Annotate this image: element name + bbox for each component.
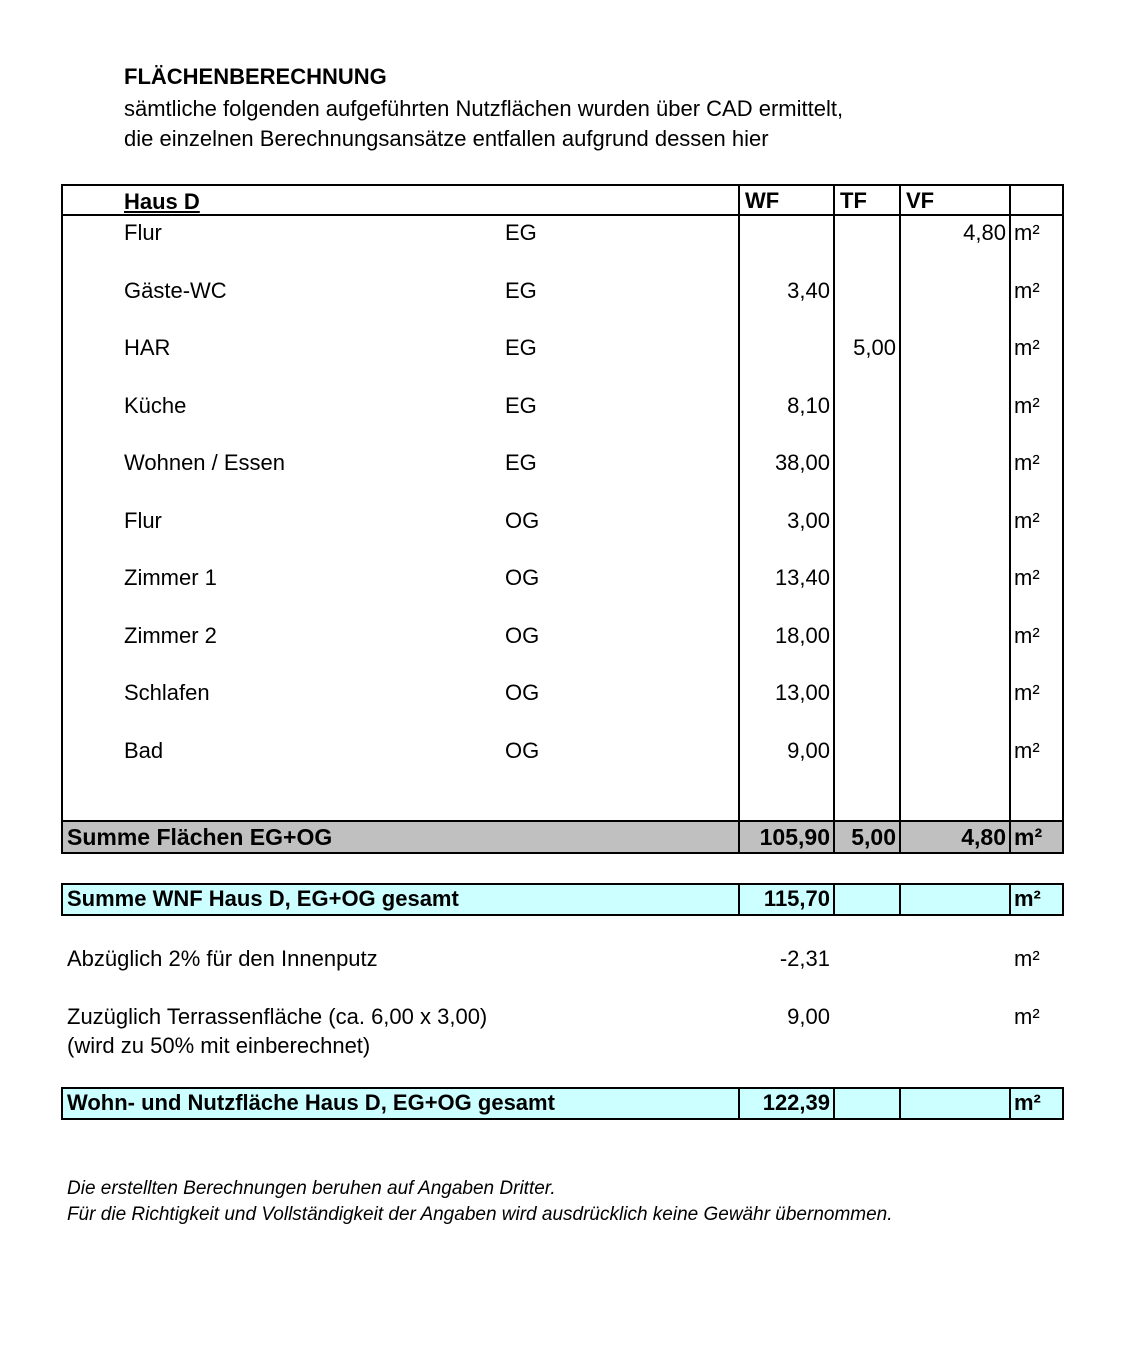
disclaimer-line-1: Die erstellten Berechnungen beruhen auf Angaben Dritter. <box>67 1178 556 1199</box>
row-floor: EG <box>505 278 537 303</box>
row-floor: OG <box>505 623 540 648</box>
total-unit: m² <box>1014 1090 1041 1115</box>
col-header-wf: WF <box>745 188 780 213</box>
row-room: Flur <box>124 508 162 533</box>
row-wf: 18,00 <box>774 623 830 648</box>
row-floor: OG <box>505 565 540 590</box>
minus-label: Abzüglich 2% für den Innenputz <box>67 946 378 971</box>
wnf-label: Summe WNF Haus D, EG+OG gesamt <box>67 886 459 911</box>
row-floor: EG <box>505 335 537 360</box>
document-title: FLÄCHENBERECHNUNG <box>124 64 387 89</box>
total-divider-unit <box>1009 1087 1011 1120</box>
minus-unit: m² <box>1014 946 1040 971</box>
row-unit: m² <box>1014 335 1040 360</box>
intro-line-1: sämtliche folgenden aufgeführten Nutzflächen wurden über CAD ermittelt, <box>124 96 844 121</box>
wnf-value: 115,70 <box>763 886 830 911</box>
row-unit: m² <box>1014 623 1040 648</box>
sum-row-top-line <box>61 820 1064 822</box>
disclaimer-line-2: Für die Richtigkeit und Vollständigkeit der Angaben wird ausdrücklich keine Gewähr übernommen. <box>67 1204 893 1225</box>
col-header-vf: VF <box>906 188 935 213</box>
house-label: Haus D <box>124 189 200 214</box>
row-room: Flur <box>124 220 162 245</box>
plus-label: Zuzüglich Terrassenfläche (ca. 6,00 x 3,00) <box>67 1004 488 1029</box>
row-floor: OG <box>505 738 540 763</box>
minus-value: -2,31 <box>779 946 830 971</box>
row-wf: 9,00 <box>787 738 830 763</box>
wnf-divider-tf <box>833 883 835 916</box>
total-value: 122,39 <box>762 1090 830 1115</box>
row-room: Bad <box>124 738 164 763</box>
row-wf: 8,10 <box>787 393 830 418</box>
plus-value: 9,00 <box>787 1004 830 1029</box>
row-wf: 3,00 <box>787 508 830 533</box>
row-floor: EG <box>505 220 537 245</box>
row-floor: EG <box>505 393 537 418</box>
row-unit: m² <box>1014 508 1040 533</box>
sum-label: Summe Flächen EG+OG <box>67 824 333 850</box>
total-label: Wohn- und Nutzfläche Haus D, EG+OG gesamt <box>67 1090 555 1115</box>
row-tf: 5,00 <box>853 335 896 360</box>
sum-wf: 105,90 <box>759 824 830 850</box>
row-unit: m² <box>1014 450 1040 475</box>
row-unit: m² <box>1014 680 1040 705</box>
col-header-tf: TF <box>840 188 867 213</box>
sum-divider-unit <box>1009 820 1011 854</box>
row-wf: 38,00 <box>774 450 830 475</box>
row-wf: 3,40 <box>787 278 830 303</box>
intro-line-2: die einzelnen Berechnungsansätze entfallen aufgrund dessen hier <box>124 126 769 151</box>
row-room: Wohnen / Essen <box>124 450 286 475</box>
wnf-divider-vf <box>899 883 901 916</box>
row-room: Gäste-WC <box>124 278 227 303</box>
row-wf: 13,00 <box>774 680 830 705</box>
plus-note: (wird zu 50% mit einberechnet) <box>67 1033 371 1058</box>
row-floor: EG <box>505 450 537 475</box>
sum-tf: 5,00 <box>851 824 896 850</box>
row-floor: OG <box>505 680 540 705</box>
row-wf: 13,40 <box>774 565 830 590</box>
row-unit: m² <box>1014 278 1040 303</box>
col-divider-vf <box>899 184 901 854</box>
sum-vf: 4,80 <box>961 824 1006 850</box>
total-divider-tf <box>833 1087 835 1120</box>
row-floor: OG <box>505 508 540 533</box>
row-room: Küche <box>124 393 187 418</box>
total-divider-vf <box>899 1087 901 1120</box>
col-divider-tf <box>833 184 835 854</box>
row-unit: m² <box>1014 738 1040 763</box>
wnf-divider-unit <box>1009 883 1011 916</box>
sum-unit: m² <box>1014 824 1043 850</box>
row-unit: m² <box>1014 565 1040 590</box>
row-room: Zimmer 2 <box>124 623 217 648</box>
col-divider-unit <box>1009 184 1011 854</box>
wnf-unit: m² <box>1014 886 1041 911</box>
row-vf: 4,80 <box>963 220 1006 245</box>
row-room: Schlafen <box>124 680 210 705</box>
row-room: Zimmer 1 <box>124 565 217 590</box>
plus-unit: m² <box>1014 1004 1040 1029</box>
row-room: HAR <box>124 335 171 360</box>
row-unit: m² <box>1014 220 1040 245</box>
row-unit: m² <box>1014 393 1040 418</box>
